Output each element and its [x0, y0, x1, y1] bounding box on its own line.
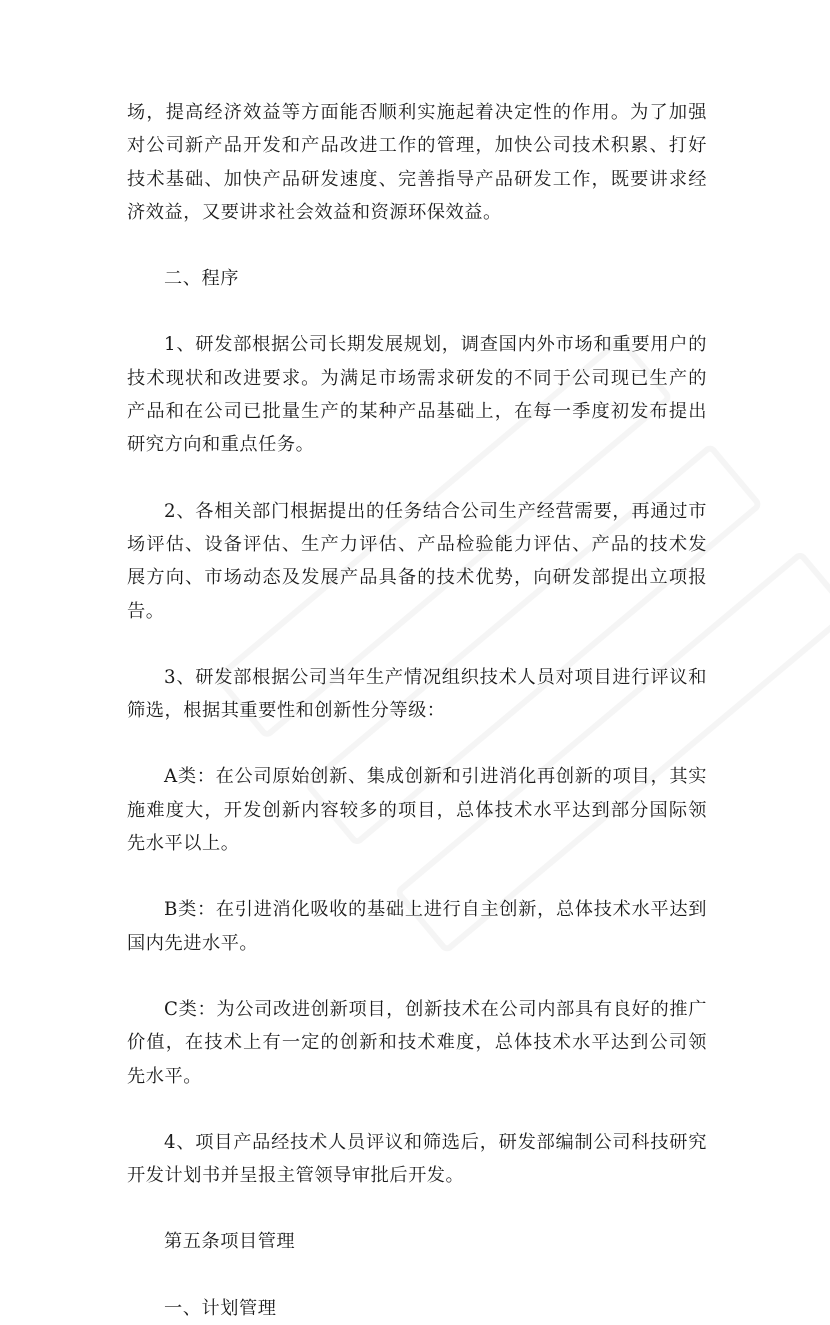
paragraph-step-2: 2、各相关部门根据提出的任务结合公司生产经营需要，再通过市场评估、设备评估、生产力评估、产品检验能力评估、产品的技术发展方向、市场动态及发展产品具备的技术优势，向研发部提出立项报告。: [127, 500, 707, 622]
section-heading-procedure: 二、程序: [164, 268, 239, 290]
paragraph-class-c: C类：为公司改进创新项目，创新技术在公司内部具有良好的推广价值，在技术上有一定的创新和技术难度，总体技术水平达到公司领先水平。: [127, 998, 707, 1087]
paragraph-step-4: 4、项目产品经技术人员评议和筛选后，研发部编制公司科技研究开发计划书并呈报主管领导审批后开发。: [127, 1131, 707, 1187]
paragraph-intro: 场，提高经济效益等方面能否顺利实施起着决定性的作用。为了加强对公司新产品开发和产品改进工作的管理，加快公司技术积累、打好技术基础、加快产品研发速度、完善指导产品研发工作，既要讲求经济效益，又要讲求社会效益和资源环保效益。: [127, 102, 707, 223]
paragraph-class-b: B类：在引进消化吸收的基础上进行自主创新，总体技术水平达到国内先进水平。: [127, 899, 707, 954]
section-heading-plan-management: 一、计划管理: [164, 1297, 277, 1319]
paragraph-step-1: 1、研发部根据公司长期发展规划，调查国内外市场和重要用户的技术现状和改进要求。为满足市场需求研发的不同于公司现已生产的产品和在公司已批量生产的某种产品基础上，在每一季度初发布提出研究方向和重点任务。: [127, 334, 707, 456]
article-heading-project-management: 第五条项目管理: [164, 1231, 296, 1253]
document-body: [127, 96, 707, 1325]
paragraph-class-a: A类：在公司原始创新、集成创新和引进消化再创新的项目，其实施难度大，开发创新内容较多的项目，总体技术水平达到部分国际领先水平以上。: [127, 766, 707, 855]
paragraph-step-3: 3、研发部根据公司当年生产情况组织技术人员对项目进行评议和筛选，根据其重要性和创新性分等级：: [127, 666, 707, 722]
